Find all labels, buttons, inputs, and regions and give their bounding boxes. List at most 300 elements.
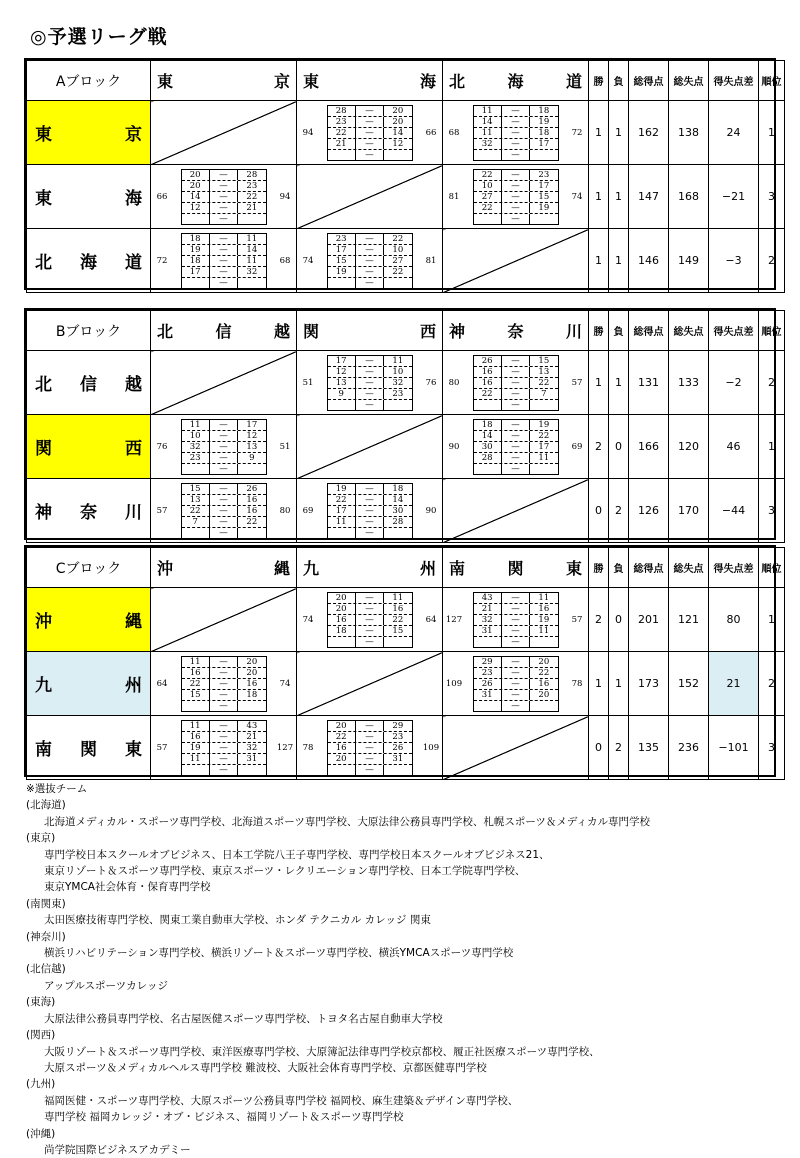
column-team-name-char: 越 [273, 322, 290, 341]
self-match-diagonal [151, 101, 297, 165]
set-score: 16 [481, 366, 493, 377]
set-score: — [355, 484, 384, 494]
match-total-left: 81 [448, 191, 460, 202]
set-score [328, 765, 355, 775]
set-score: — [355, 495, 384, 505]
set-score: 14 [392, 127, 404, 138]
set-row [182, 420, 266, 431]
set-score: 16 [246, 678, 258, 689]
self-match-diagonal [297, 652, 443, 716]
set-row [474, 657, 558, 668]
match-total-right: 127 [276, 742, 294, 753]
set-score: 16 [538, 603, 550, 614]
set-score: — [355, 626, 384, 636]
set-row [328, 484, 412, 495]
set-scores [473, 355, 559, 411]
set-score [328, 637, 355, 647]
header-rank: 順位 [759, 61, 785, 101]
column-team-name-char: 京 [273, 72, 290, 91]
set-row [474, 203, 558, 214]
set-score [474, 637, 501, 647]
stat-wins: 1 [589, 652, 609, 716]
set-score: — [209, 732, 238, 742]
set-row [182, 214, 266, 224]
set-score: — [209, 442, 238, 452]
match-total-left: 64 [156, 678, 168, 689]
set-score: 31 [481, 689, 493, 700]
match-total-left: 57 [156, 505, 168, 516]
stat-points-for: 126 [629, 479, 669, 543]
column-team-name-char: 信 [215, 322, 232, 341]
stat-wins: 1 [589, 229, 609, 293]
column-team-name [443, 69, 588, 92]
set-score: 23 [246, 180, 258, 191]
self-match-diagonal [151, 351, 297, 415]
stat-losses: 1 [609, 652, 629, 716]
note-schools: 福岡医健・スポーツ専門学校、大原スポーツ公務員専門学校 福岡校、麻生建築＆デザイン専門学校、 [44, 1094, 519, 1107]
set-score: — [355, 106, 384, 116]
set-row [328, 743, 412, 754]
set-score: — [355, 528, 384, 538]
set-score: 22 [246, 191, 258, 202]
note-heading: (北海道) [26, 799, 66, 812]
row-team-cell [27, 652, 151, 716]
match-result [151, 165, 296, 228]
stat-points-against: 133 [669, 351, 709, 415]
set-score: — [501, 400, 530, 410]
set-score: — [355, 234, 384, 244]
note-heading: (沖縄) [26, 1127, 56, 1140]
row-team-name-char: 道 [125, 253, 142, 273]
set-score: 43 [481, 592, 493, 603]
row-team-name-char: 奈 [80, 503, 97, 523]
set-score: 26 [392, 742, 404, 753]
set-score: 20 [246, 656, 258, 667]
stat-losses: 0 [609, 415, 629, 479]
set-row [474, 128, 558, 139]
set-score: 14 [392, 494, 404, 505]
match-total-left: 57 [156, 742, 168, 753]
set-score: 22 [392, 266, 404, 277]
set-score: 16 [481, 377, 493, 388]
set-scores [473, 592, 559, 648]
set-score: 19 [189, 244, 201, 255]
set-score: 29 [481, 656, 493, 667]
set-row [474, 356, 558, 367]
set-row [328, 593, 412, 604]
match-result [151, 415, 296, 478]
set-row [182, 765, 266, 775]
set-row [474, 378, 558, 389]
set-score: — [501, 637, 530, 647]
match-total-right: 81 [425, 255, 437, 266]
set-score: 22 [538, 430, 550, 441]
match-cell [443, 652, 589, 716]
set-score: 17 [335, 244, 347, 255]
set-row [182, 256, 266, 267]
block-name: Cブロック [27, 548, 151, 588]
column-team-name-char: 神 [449, 322, 466, 341]
set-score: — [501, 150, 530, 160]
header-pa: 総失点 [669, 61, 709, 101]
set-score: 31 [246, 753, 258, 764]
set-score [182, 464, 209, 474]
row-team-name-char: 川 [125, 503, 142, 523]
set-score: 15 [538, 191, 550, 202]
set-row [328, 117, 412, 128]
set-score: 20 [538, 656, 550, 667]
set-score: 7 [541, 388, 547, 399]
match-total-left: 76 [156, 441, 168, 452]
set-score: 22 [481, 388, 493, 399]
set-score: 17 [335, 355, 347, 366]
column-team-header [151, 548, 297, 588]
set-score: 12 [189, 202, 201, 213]
row-team-name [27, 184, 150, 209]
set-score: — [355, 117, 384, 127]
set-score: 22 [189, 678, 201, 689]
set-score [384, 400, 411, 410]
set-score: 11 [189, 720, 201, 731]
header-win: 勝 [589, 548, 609, 588]
set-row [328, 637, 412, 647]
note-heading: (東海) [26, 996, 56, 1009]
row-team-cell [27, 165, 151, 229]
set-score: 18 [189, 233, 201, 244]
set-row [328, 256, 412, 267]
set-score: — [209, 743, 238, 753]
row-team-cell [27, 716, 151, 780]
set-score: 23 [189, 452, 201, 463]
note-schools: 大原スポーツ＆メディカルヘルス専門学校 難波校、大阪社会体育専門学校、京都医健専門学校 [44, 1061, 487, 1074]
set-score: 14 [189, 191, 201, 202]
set-scores [181, 720, 267, 776]
set-score: 17 [246, 419, 258, 430]
set-score [182, 278, 209, 288]
set-score: — [355, 506, 384, 516]
set-score: — [355, 604, 384, 614]
set-score: 23 [538, 169, 550, 180]
row-team-cell [27, 588, 151, 652]
set-score: 17 [189, 266, 201, 277]
set-row [182, 245, 266, 256]
stat-point-diff: 21 [709, 652, 759, 716]
set-score: 11 [189, 656, 201, 667]
set-score: 19 [538, 614, 550, 625]
set-score: 19 [335, 266, 347, 277]
set-score: — [355, 765, 384, 775]
set-row [328, 278, 412, 288]
column-team-header [443, 311, 589, 351]
set-score: 16 [392, 603, 404, 614]
stat-rank: 3 [759, 479, 785, 543]
set-score: 13 [335, 377, 347, 388]
set-row [474, 106, 558, 117]
set-score: — [355, 743, 384, 753]
stat-wins: 1 [589, 101, 609, 165]
column-team-name-char: 縄 [273, 559, 290, 578]
stat-losses: 1 [609, 101, 629, 165]
team-row [27, 652, 785, 716]
stat-points-against: 152 [669, 652, 709, 716]
set-score: — [501, 615, 530, 625]
row-team-name-char: 京 [125, 125, 142, 145]
set-row [182, 690, 266, 701]
header-diff: 得失点差 [709, 548, 759, 588]
set-score [474, 214, 501, 224]
match-total-right: 64 [425, 614, 437, 625]
set-row [328, 517, 412, 528]
match-result [151, 652, 296, 715]
match-total-right: 109 [422, 742, 440, 753]
set-score: — [209, 181, 238, 191]
set-score: 12 [246, 430, 258, 441]
match-total-right: 90 [425, 505, 437, 516]
set-score [474, 150, 501, 160]
set-score: 11 [392, 592, 404, 603]
stat-losses: 0 [609, 588, 629, 652]
stat-losses: 1 [609, 165, 629, 229]
set-score: — [209, 453, 238, 463]
set-score: 22 [189, 505, 201, 516]
set-score: 21 [481, 603, 493, 614]
column-team-name-char: 北 [449, 72, 466, 91]
set-score [384, 528, 411, 538]
set-score: 10 [392, 244, 404, 255]
set-row [182, 657, 266, 668]
match-total-right: 51 [279, 441, 291, 452]
set-score: — [209, 657, 238, 667]
row-team-name-char: 北 [35, 375, 52, 395]
set-row [328, 150, 412, 160]
match-total-right: 74 [279, 678, 291, 689]
set-score: — [209, 701, 238, 711]
set-score: — [501, 668, 530, 678]
set-score: — [355, 400, 384, 410]
block-name: Aブロック [27, 61, 151, 101]
match-total-right: 80 [279, 505, 291, 516]
stat-point-diff: 80 [709, 588, 759, 652]
stat-rank: 3 [759, 716, 785, 780]
header-pa: 総失点 [669, 548, 709, 588]
row-team-cell [27, 101, 151, 165]
set-score [182, 528, 209, 538]
set-score: 11 [335, 516, 347, 527]
stat-points-for: 166 [629, 415, 669, 479]
self-match-diagonal [443, 229, 589, 293]
stat-losses: 2 [609, 716, 629, 780]
note-schools: 太田医療技術専門学校、関東工業自動車大学校、ホンダ テクニカル カレッジ 関東 [44, 914, 431, 927]
row-team-name [27, 120, 150, 145]
set-score: 18 [538, 105, 550, 116]
set-score: — [501, 464, 530, 474]
set-score [328, 400, 355, 410]
set-row [328, 732, 412, 743]
column-team-name [151, 556, 296, 579]
set-score: 32 [481, 614, 493, 625]
match-cell [443, 165, 589, 229]
set-score [474, 701, 501, 711]
note-schools: 北海道メディカル・スポーツ専門学校、北海道スポーツ専門学校、大原法律公務員専門学校、札幌スポーツ＆メディカル専門学校 [44, 815, 651, 828]
set-score: 23 [392, 388, 404, 399]
set-score: 28 [392, 516, 404, 527]
set-scores [327, 720, 413, 776]
stat-points-for: 135 [629, 716, 669, 780]
set-score: — [501, 442, 530, 452]
note-heading: (九州) [26, 1078, 56, 1091]
stat-rank: 1 [759, 588, 785, 652]
match-cell [297, 229, 443, 293]
match-cell [151, 716, 297, 780]
stat-rank: 2 [759, 351, 785, 415]
set-score: — [355, 517, 384, 527]
note-schools: 横浜リハビリテーション専門学校、横浜リゾート＆スポーツ専門学校、横浜YMCAスポーツ専門学校 [44, 947, 514, 960]
set-score: 32 [246, 742, 258, 753]
header-diff: 得失点差 [709, 311, 759, 351]
set-score: 10 [392, 366, 404, 377]
set-score: 18 [538, 127, 550, 138]
set-score: 13 [189, 494, 201, 505]
stat-losses: 2 [609, 479, 629, 543]
stat-points-against: 120 [669, 415, 709, 479]
match-result [443, 415, 588, 478]
team-row [27, 415, 785, 479]
set-score: 22 [335, 494, 347, 505]
match-result [151, 479, 296, 542]
set-score: 18 [392, 483, 404, 494]
column-team-header [151, 311, 297, 351]
set-row [328, 604, 412, 615]
match-result [297, 479, 442, 542]
match-total-left: 51 [302, 377, 314, 388]
stat-rank: 3 [759, 165, 785, 229]
set-scores [473, 169, 559, 225]
set-score: 20 [335, 753, 347, 764]
set-score: — [501, 181, 530, 191]
set-score: 14 [481, 430, 493, 441]
note-heading: (北信越) [26, 963, 66, 976]
set-row [182, 679, 266, 690]
set-score: — [209, 170, 238, 180]
set-score: 22 [481, 169, 493, 180]
stat-points-against: 149 [669, 229, 709, 293]
set-score: 9 [338, 388, 344, 399]
stat-point-diff: 46 [709, 415, 759, 479]
set-row [328, 139, 412, 150]
set-score: 11 [246, 233, 258, 244]
set-row [328, 528, 412, 538]
match-cell [151, 229, 297, 293]
column-team-name-char: 西 [419, 322, 436, 341]
match-result [151, 229, 296, 292]
match-total-right: 76 [425, 377, 437, 388]
set-score: — [501, 378, 530, 388]
row-team-name [27, 248, 150, 273]
set-score: 10 [189, 430, 201, 441]
stat-wins: 0 [589, 716, 609, 780]
column-team-name-char: 沖 [157, 559, 174, 578]
set-score: 20 [189, 180, 201, 191]
set-scores [327, 355, 413, 411]
set-score: — [209, 245, 238, 255]
set-row [182, 442, 266, 453]
self-match-diagonal [297, 165, 443, 229]
set-score: 17 [538, 138, 550, 149]
set-row [474, 192, 558, 203]
set-score: — [209, 192, 238, 202]
match-total-right: 66 [425, 127, 437, 138]
set-score: 11 [538, 452, 550, 463]
set-score: — [355, 389, 384, 399]
set-row [474, 637, 558, 647]
standings-table [26, 310, 785, 543]
set-score: — [501, 128, 530, 138]
set-score: 11 [538, 592, 550, 603]
set-score: 32 [246, 266, 258, 277]
set-row [328, 356, 412, 367]
match-result [297, 351, 442, 414]
set-score: 22 [481, 202, 493, 213]
set-score: — [209, 668, 238, 678]
set-score: 11 [246, 255, 258, 266]
set-score: — [209, 431, 238, 441]
set-score: 21 [246, 202, 258, 213]
stat-points-for: 131 [629, 351, 669, 415]
row-team-name-char: 南 [35, 740, 52, 760]
row-team-name-char: 東 [35, 189, 52, 209]
set-scores [181, 233, 267, 289]
set-score [238, 278, 265, 288]
header-loss: 負 [609, 548, 629, 588]
set-row [474, 420, 558, 431]
column-team-name [297, 69, 442, 92]
set-score [530, 637, 557, 647]
set-score: 26 [481, 355, 493, 366]
set-score: — [355, 593, 384, 603]
match-result [297, 229, 442, 292]
match-total-left: 69 [302, 505, 314, 516]
column-team-name-char: 川 [565, 322, 582, 341]
header-win: 勝 [589, 311, 609, 351]
set-score: — [355, 356, 384, 366]
match-total-right: 68 [279, 255, 291, 266]
team-row [27, 229, 785, 293]
match-cell [151, 652, 297, 716]
set-score: 14 [481, 116, 493, 127]
note-heading: (神奈川) [26, 930, 66, 943]
set-row [182, 278, 266, 288]
set-row [474, 400, 558, 410]
set-score: 13 [246, 441, 258, 452]
set-row [474, 668, 558, 679]
set-row [182, 732, 266, 743]
set-score: 32 [481, 138, 493, 149]
set-score: 12 [335, 366, 347, 377]
page-title: ◎予選リーグ戦 [30, 26, 168, 48]
set-score: 11 [189, 753, 201, 764]
match-total-right: 69 [571, 441, 583, 452]
set-score: — [501, 690, 530, 700]
set-score: 15 [538, 355, 550, 366]
set-row [182, 528, 266, 538]
row-team-name [27, 607, 150, 632]
set-score: — [355, 754, 384, 764]
set-score: — [501, 431, 530, 441]
standings-table [26, 547, 785, 780]
stat-points-against: 170 [669, 479, 709, 543]
set-score: — [501, 106, 530, 116]
set-score: 22 [335, 731, 347, 742]
